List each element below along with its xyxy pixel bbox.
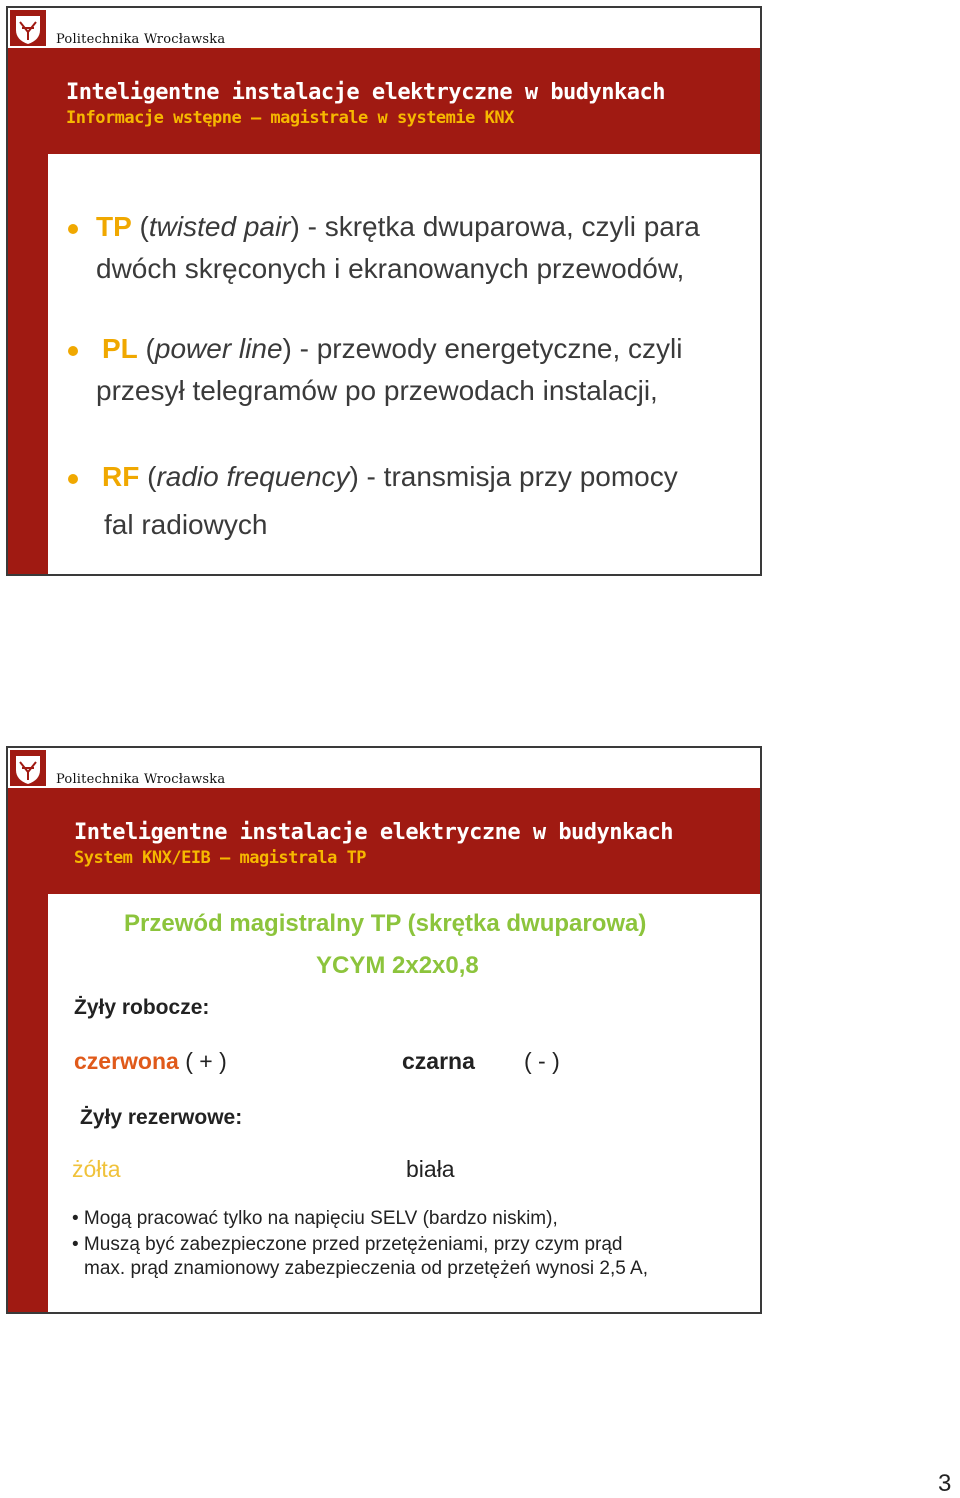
bullet-continuation: fal radiowych <box>104 509 268 540</box>
wire-black-sign: ( - ) <box>524 1048 560 1074</box>
slide-1 <box>6 6 762 576</box>
bullet-continuation: przesył telegramów po przewodach instalacji, <box>96 375 658 406</box>
bullet-paren: ( <box>131 211 149 242</box>
reserve-wires-label: Żyły rezerwowe: <box>80 1106 243 1129</box>
university-name: Politechnika Wrocławska <box>56 772 226 787</box>
title-band <box>48 788 760 894</box>
wire-red-sign: ( + ) <box>178 1048 227 1074</box>
cable-heading: Przewód magistralny TP (skrętka dwuparowa) <box>124 910 647 937</box>
wire-yellow: żółta <box>72 1156 121 1182</box>
bullet-text: ) - transmisja przy pomocy <box>349 461 678 492</box>
bullet-term: radio frequency <box>156 461 350 492</box>
slide-subtitle: System KNX/EIB – magistrala TP <box>74 848 367 868</box>
university-logo-icon <box>10 750 46 786</box>
slide-2 <box>6 746 762 1314</box>
slide-content <box>48 154 760 574</box>
slide-header <box>8 8 760 48</box>
course-title: Inteligentne instalacje elektryczne w budynkach <box>74 820 674 845</box>
cable-type: YCYM 2x2x0,8 <box>316 952 479 979</box>
wire-white: biała <box>406 1156 455 1182</box>
bullet-icon <box>68 224 78 234</box>
note-line: • Muszą być zabezpieczone przed przetężeniami, przy czym prąd <box>72 1234 623 1255</box>
note-line: • Mogą pracować tylko na napięciu SELV (bardzo niskim), <box>72 1208 558 1229</box>
wire-black-name: czarna <box>402 1048 475 1074</box>
bullet-keyword: RF <box>102 461 140 492</box>
course-title: Inteligentne instalacje elektryczne w budynkach <box>66 80 666 105</box>
page-number: 3 <box>938 1470 952 1497</box>
university-logo-icon <box>10 10 46 46</box>
bullet-paren: ( <box>139 461 157 492</box>
university-name: Politechnika Wrocławska <box>56 32 226 47</box>
side-strip <box>8 748 48 1312</box>
slide-header <box>8 748 760 788</box>
bullet-text: ) - przewody energetyczne, czyli <box>282 333 683 364</box>
bullet-icon <box>68 474 78 484</box>
note-line: max. prąd znamionowy zabezpieczenia od przetężeń wynosi 2,5 A, <box>84 1258 648 1279</box>
bullet-term: twisted pair <box>148 211 291 242</box>
working-wires-label: Żyły robocze: <box>74 996 210 1019</box>
bullet-keyword: PL <box>102 333 138 364</box>
bullet-keyword: TP <box>96 211 132 242</box>
bullet-text: ) - skrętka dwuparowa, czyli para <box>290 211 700 242</box>
bullet-paren: ( <box>137 333 155 364</box>
slide-subtitle: Informacje wstępne – magistrale w systemie KNX <box>66 108 514 128</box>
slide-content <box>48 894 760 1312</box>
bullet-term: power line <box>154 333 283 364</box>
side-strip <box>8 8 48 574</box>
bullet-icon <box>68 346 78 356</box>
bullet-continuation: dwóch skręconych i ekranowanych przewodów, <box>96 253 685 284</box>
title-band <box>48 48 760 154</box>
wire-red <box>74 1048 227 1075</box>
wire-red-name: czerwona <box>74 1048 179 1074</box>
